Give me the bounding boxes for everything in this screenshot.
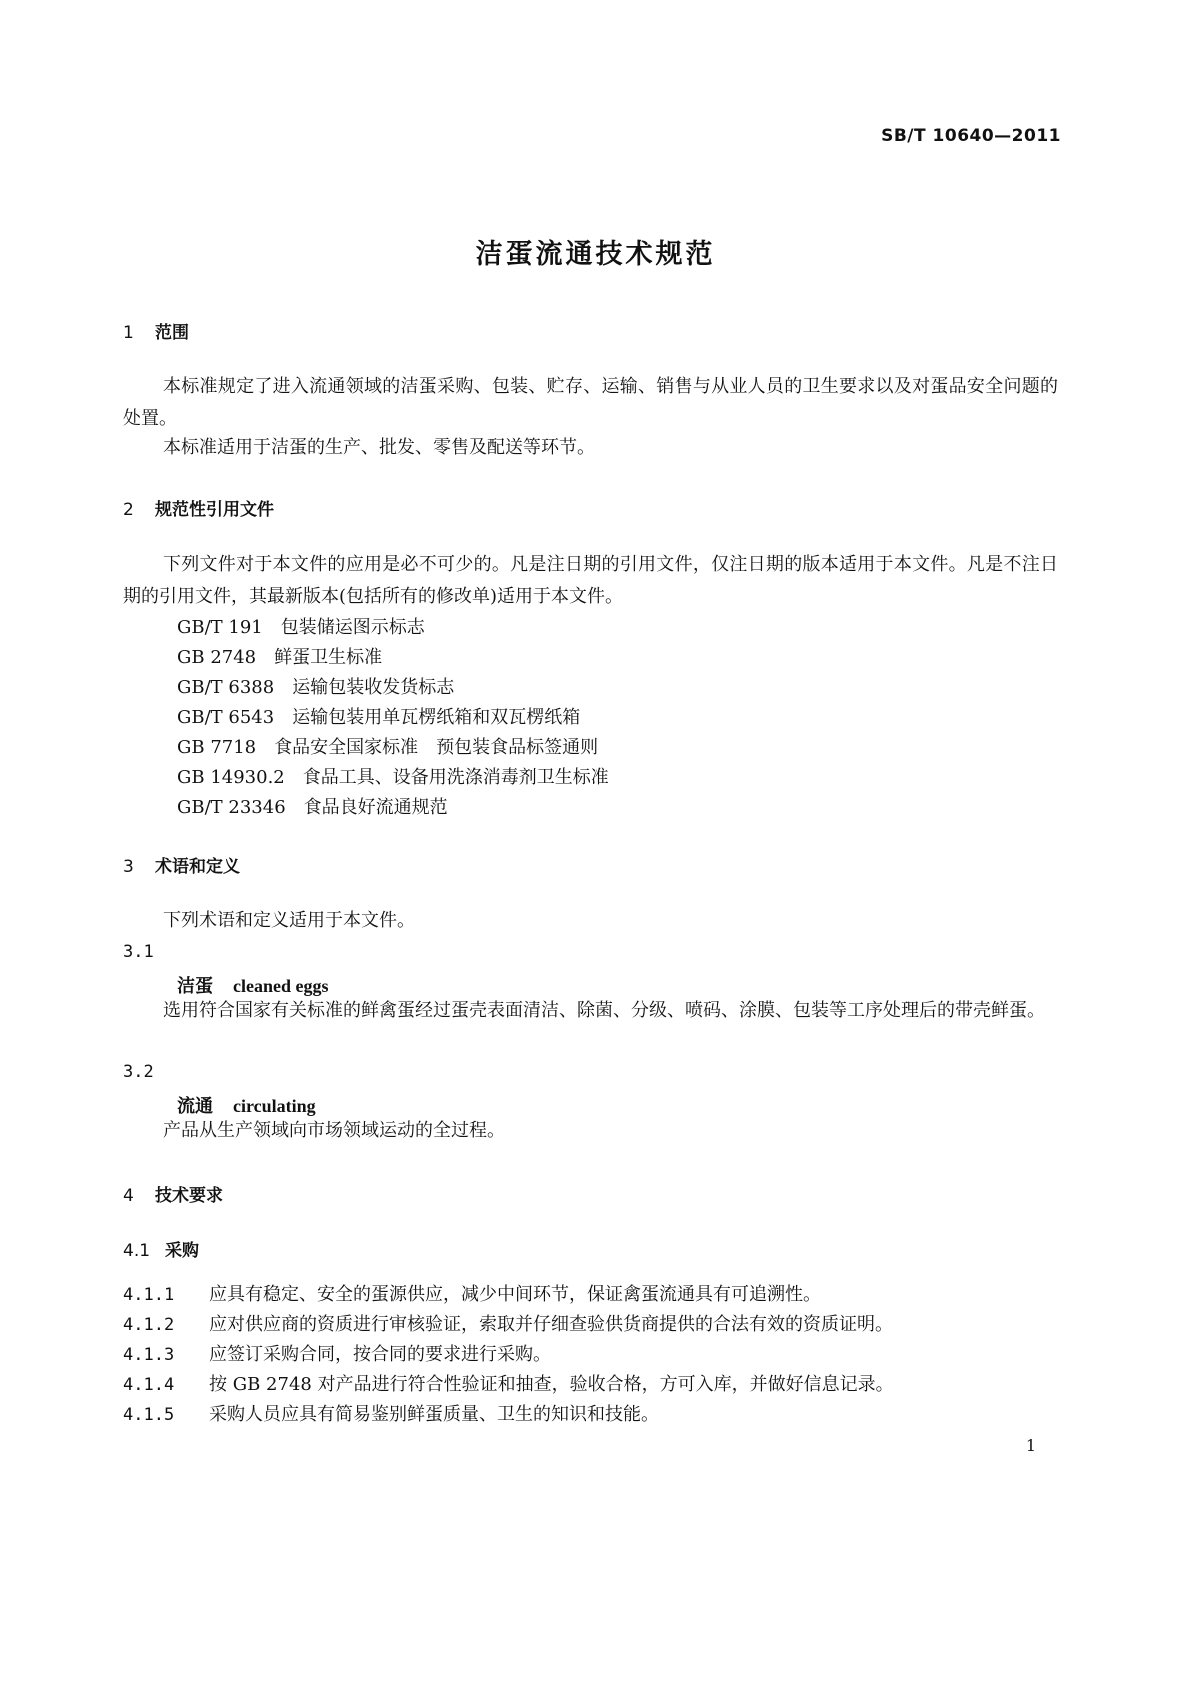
section-title: 术语和定义 [155,857,240,877]
clause-item [123,1280,821,1306]
reference-code: GB/T 23346 [177,797,286,818]
clause-text: 应签订采购合同，按合同的要求进行采购。 [209,1344,551,1365]
term-definition: 选用符合国家有关标准的鲜禽蛋经过蛋壳表面清洁、除菌、分级、喷码、涂膜、包装等工序处理后的带壳鲜蛋。 [163,1000,1045,1021]
section-title: 规范性引用文件 [155,500,274,520]
clause-item [123,1400,659,1426]
clause-text: 应对供应商的资质进行审核验证，索取并仔细查验供货商提供的合法有效的资质证明。 [209,1314,893,1335]
paragraph: 本标准适用于洁蛋的生产、批发、零售及配送等环节。 [163,437,595,458]
reference-title: 包装储运图示标志 [280,617,425,638]
clause-number: 4.1.2 [123,1315,175,1335]
reference-title: 运输包装收发货标志 [292,677,455,698]
reference-title: 鲜蛋卫生标准 [274,647,383,668]
reference-code: GB/T 191 [177,617,263,638]
clause-text: 按 GB 2748 对产品进行符合性验证和抽查，验收合格，方可入库，并做好信息记录。 [209,1374,894,1395]
subsection-number: 4.1 [123,1241,151,1261]
clause-number: 4.1.4 [123,1375,175,1395]
reference-title: 食品安全国家标准 预包装食品标签通则 [274,737,599,758]
standard-code: SB/T 10640—2011 [881,126,1061,146]
clause-text: 采购人员应具有简易鉴别鲜蛋质量、卫生的知识和技能。 [209,1404,659,1425]
subsection-title: 采购 [165,1241,199,1261]
reference-item [177,613,425,639]
reference-item [177,703,580,729]
paragraph: 下列术语和定义适用于本文件。 [163,910,415,931]
paragraph: 下列文件对于本文件的应用是必不可少的。凡是注日期的引用文件，仅注日期的版本适用于本文件。凡是不注日期的引用文件，其最新版本(包括所有的修改单)适用于本文件。 [123,554,1058,607]
clause-number: 4.1.3 [123,1345,175,1365]
clause-number: 4.1.5 [123,1405,175,1425]
reference-item [177,673,454,699]
reference-title: 运输包装用单瓦楞纸箱和双瓦楞纸箱 [292,707,581,728]
clause-item [123,1340,551,1366]
section-title: 范围 [155,323,189,343]
term-en: circulating [233,1096,316,1116]
reference-code: GB 2748 [177,647,257,668]
reference-code: GB 14930.2 [177,767,285,788]
reference-item [177,733,598,759]
section-number: 1 [123,323,134,343]
reference-code: GB/T 6388 [177,677,275,698]
reference-item [177,643,382,669]
section-4-heading [123,1181,223,1206]
page-number: 1 [1025,1436,1036,1455]
subsection-4-1-heading [123,1236,199,1261]
reference-item [177,793,448,819]
section-number: 3 [123,857,134,877]
reference-title: 食品工具、设备用洗涤消毒剂卫生标准 [302,767,609,788]
term-number: 3.2 [123,1062,154,1082]
term-en: cleaned eggs [233,976,329,996]
section-2-heading [123,495,274,520]
section-3-heading [123,852,240,877]
term-zh: 流通 [177,1096,213,1117]
section-number: 2 [123,500,134,520]
term-number: 3.1 [123,942,154,962]
reference-code: GB 7718 [177,737,257,758]
term-zh: 洁蛋 [177,976,213,997]
reference-code: GB/T 6543 [177,707,275,728]
paragraph: 本标准规定了进入流通领域的洁蛋采购、包装、贮存、运输、销售与从业人员的卫生要求以及对蛋品安全问题的处置。 [123,376,1058,429]
clause-number: 4.1.1 [123,1285,175,1305]
clause-item [123,1370,894,1396]
document-title: 洁蛋流通技术规范 [475,239,716,270]
reference-title: 食品良好流通规范 [303,797,448,818]
term-definition: 产品从生产领域向市场领域运动的全过程。 [163,1120,505,1141]
clause-item [123,1310,893,1336]
reference-item [177,763,609,789]
clause-text: 应具有稳定、安全的蛋源供应，减少中间环节，保证禽蛋流通具有可追溯性。 [209,1284,821,1305]
section-title: 技术要求 [155,1186,223,1206]
section-1-heading [123,318,189,343]
section-number: 4 [123,1186,134,1206]
